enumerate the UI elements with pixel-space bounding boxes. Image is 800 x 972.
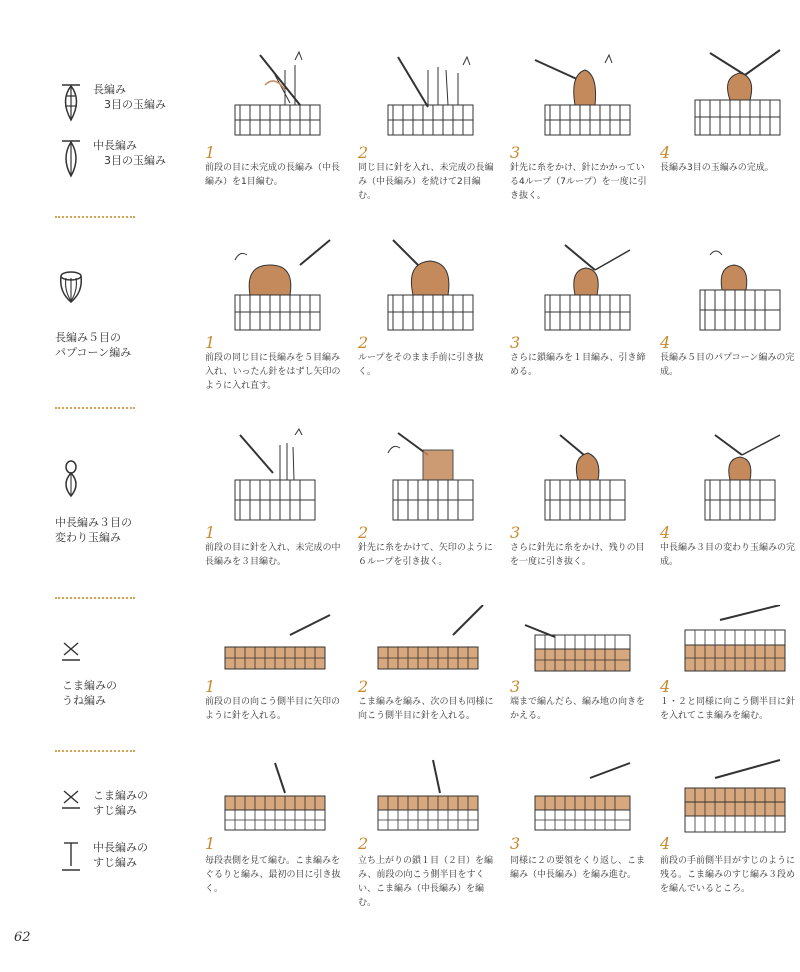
step-text: 立ち上がりの鎖１目（２目）を編み、前段の向こう側半目をすくい、こま編み（中長編み）を編む。	[358, 856, 494, 908]
step-number: 2	[358, 677, 369, 696]
step-text: 長編み3目の玉編みの完成。	[660, 163, 774, 173]
step-illustration	[215, 45, 335, 135]
step-text: 前段の目の向こう側半目に矢印のように針を入れる。	[205, 697, 341, 721]
variation-puff-stitch-icon	[55, 458, 87, 500]
section-divider	[55, 216, 135, 218]
step-text: １・２と同様に向こう側半目に針を入れてこま編みを編む。	[660, 697, 796, 721]
step-3	[510, 235, 650, 377]
step-text: 前段の目に針を入れ、未完成の中長編みを３目編む。	[205, 543, 341, 567]
step-number: 1	[205, 834, 216, 853]
section-divider	[55, 750, 135, 752]
step-text: 中長編み３目の変わり玉編みの完成。	[660, 543, 796, 567]
step-text: 前段の目に未完成の長編み（中長編み）を1目編む。	[205, 163, 341, 187]
step-illustration	[670, 605, 790, 695]
step-number: 2	[358, 523, 369, 542]
step-text: こま編みを編み、次の目も同様に向こう側半目に針を入れる。	[358, 697, 494, 721]
popcorn-stitch-icon	[55, 270, 87, 304]
step-2	[358, 45, 498, 201]
step-text: 針先に糸をかけて、矢印のように６ループを引き抜く。	[358, 543, 493, 567]
step-text: 同じ目に針を入れ、未完成の長編み（中長編み）を続けて2目編む。	[358, 163, 494, 201]
step-text: 端まで編んだら、編み地の向きをかえる。	[510, 697, 646, 721]
symbol-sc-back-loop	[55, 788, 148, 818]
step-illustration	[520, 758, 640, 848]
step-number: 3	[510, 143, 521, 162]
step-illustration	[670, 235, 790, 325]
step-3	[510, 758, 650, 880]
step-illustration	[670, 758, 790, 848]
step-illustration	[520, 235, 640, 325]
step-number: 2	[358, 333, 369, 352]
step-illustration	[670, 45, 790, 135]
symbol-half-puff	[55, 138, 166, 180]
step-text: 同様に２の要領をくり返し、こま編み（中長編み）を編み進む。	[510, 856, 646, 880]
step-text: ループをそのまま手前に引き抜く。	[358, 353, 484, 377]
symbol-hdc-back-loop	[55, 840, 148, 872]
symbol-label: 長編み５目の パプコーン編み	[55, 331, 132, 359]
step-illustration	[368, 425, 488, 515]
puff-stitch-half-icon	[55, 138, 87, 180]
step-illustration	[520, 45, 640, 135]
step-text: さらに針先に糸をかけ、残りの目を一度に引き抜く。	[510, 543, 645, 567]
step-illustration	[215, 605, 335, 695]
symbol-variation-puff	[55, 458, 87, 500]
section-divider	[55, 597, 135, 599]
symbol-label: 中長編み３目の 変わり玉編み	[55, 516, 132, 544]
step-number: 4	[660, 523, 671, 542]
step-number: 1	[205, 523, 216, 542]
step-number: 3	[510, 333, 521, 352]
step-illustration	[368, 45, 488, 135]
step-3	[510, 605, 650, 721]
step-number: 2	[358, 834, 369, 853]
step-number: 1	[205, 333, 216, 352]
step-number: 3	[510, 834, 521, 853]
step-illustration	[215, 758, 335, 848]
step-illustration	[215, 235, 335, 325]
single-crochet-back-loop-icon	[55, 788, 87, 810]
step-text: 毎段表側を見て編む。こま編みをぐるりと編み、最初の目に引き抜く。	[205, 856, 341, 894]
step-1	[205, 235, 345, 391]
step-text: 針先に糸をかけ、針にかかっている4ループ（7ループ）を一度に引き抜く。	[510, 163, 647, 201]
step-2	[358, 758, 498, 908]
single-crochet-ridge-icon	[55, 640, 87, 662]
step-2	[358, 235, 498, 377]
step-illustration	[368, 235, 488, 325]
step-number: 4	[660, 677, 671, 696]
step-illustration	[368, 605, 488, 695]
step-illustration	[368, 758, 488, 848]
step-3	[510, 45, 650, 201]
step-4	[660, 758, 800, 894]
step-1	[205, 605, 345, 721]
step-2	[358, 605, 498, 721]
half-double-back-loop-icon	[55, 840, 87, 872]
symbol-long-puff	[55, 82, 166, 124]
page-number: 62	[14, 930, 31, 945]
step-4	[660, 235, 800, 377]
step-4	[660, 45, 800, 173]
symbol-popcorn	[55, 270, 87, 304]
step-text: 前段の同じ目に長編みを５目編み入れ、いったん針をはずし矢印のように入れ直す。	[205, 353, 341, 391]
step-4	[660, 605, 800, 721]
step-number: 1	[205, 677, 216, 696]
step-text: さらに鎖編みを１目編み、引き締める。	[510, 353, 646, 377]
step-illustration	[670, 425, 790, 515]
section-divider	[55, 407, 135, 409]
step-text: 前段の手前側半目がすじのように残る。こま編みのすじ編み３段めを編んでいるところ。	[660, 856, 796, 894]
step-1	[205, 425, 345, 567]
symbol-label: 長編み 3目の玉編み	[93, 83, 166, 111]
step-number: 1	[205, 143, 216, 162]
step-number: 4	[660, 143, 671, 162]
symbol-ridge	[55, 640, 87, 662]
step-number: 4	[660, 834, 671, 853]
step-number: 2	[358, 143, 369, 162]
step-number: 3	[510, 523, 521, 542]
step-2	[358, 425, 498, 567]
step-1	[205, 45, 345, 187]
step-3	[510, 425, 650, 567]
step-number: 3	[510, 677, 521, 696]
symbol-label: 中長編みの すじ編み	[93, 841, 148, 869]
symbol-label: こま編みの すじ編み	[93, 789, 148, 817]
step-illustration	[520, 425, 640, 515]
step-4	[660, 425, 800, 567]
step-1	[205, 758, 345, 894]
step-illustration	[520, 605, 640, 695]
step-text: 長編み５目のパプコーン編みの完成。	[660, 353, 795, 377]
step-number: 4	[660, 333, 671, 352]
symbol-label: こま編みの うね編み	[62, 679, 117, 707]
puff-stitch-long-icon	[55, 82, 87, 124]
symbol-label: 中長編み 3目の玉編み	[93, 139, 166, 167]
step-illustration	[215, 425, 335, 515]
